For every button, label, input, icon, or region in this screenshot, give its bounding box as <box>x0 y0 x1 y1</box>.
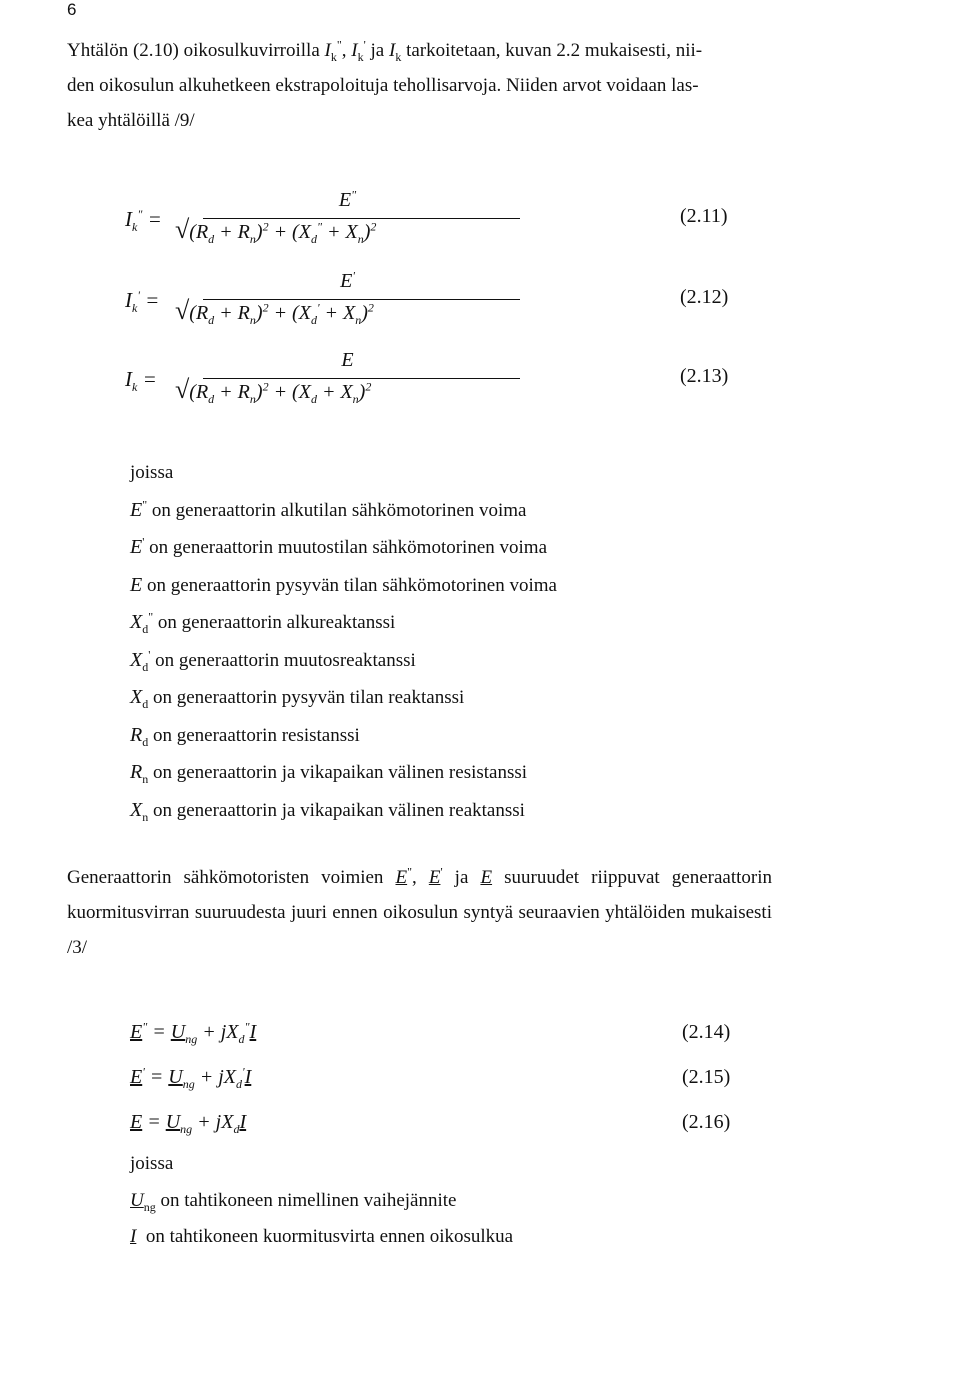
intro-line-1: Yhtälön (2.10) oikosulkuvirroilla $I_k^"$, $I_k'$ ja $I_k$ tarkoitetaan, kuvan 2.2 mukaisesti, nii- <box>67 37 703 64</box>
definition-item: I on tahtikoneen kuormitusvirta ennen oikosulkua <box>130 1226 514 1247</box>
equation-expression: $E = U_{ng} + jX_dI$ <box>130 1111 247 1136</box>
equation-numerator: E <box>341 349 354 371</box>
equation-lhs: $I_k$ = <box>125 367 157 395</box>
equation-number: (2.16) <box>682 1111 731 1133</box>
definition-item: E" on generaattorin alkutilan sähkömotorinen voima <box>130 497 527 521</box>
emf-paragraph: Generaattorin sähkömotoristen voimien E", E' ja E suuruudet riippuvat generaattorin kuormitusvirran suuruudesta juuri ennen oikosulun syntyä seuraavien yhtälöiden mukaisesti /3/ <box>67 864 772 958</box>
equation-2-14 <box>130 1014 750 1059</box>
equation-number: (2.13) <box>680 365 729 387</box>
intro-line-3: kea yhtälöillä /9/ <box>67 110 195 131</box>
definition-item: $X_n$ on generaattorin ja vikapaikan välinen reaktanssi <box>130 798 525 824</box>
equation-denominator: $√(R_d + R_n)^2 + (X_d^" + X_n)^2$ <box>175 215 377 246</box>
equation-2-16 <box>130 1104 750 1149</box>
intro-paragraph <box>67 33 772 138</box>
equation-2-11 <box>125 185 745 255</box>
equation-number: (2.12) <box>680 286 729 308</box>
intro-line-2: den oikosulun alkuhetkeen ekstrapoloituja tehollisarvoja. Niiden arvot voidaan las- <box>67 75 699 96</box>
equation-fraction <box>175 345 520 406</box>
emf-equations <box>130 1014 750 1149</box>
equation-number: (2.15) <box>682 1066 731 1088</box>
equation-denominator: $√(R_d + R_n)^2 + (X_d + X_n)^2$ <box>175 375 372 406</box>
definition-item: $X_d$ on generaattorin pysyvän tilan reaktanssi <box>130 686 465 711</box>
equation-number: (2.11) <box>680 205 728 227</box>
definition-list <box>130 455 557 829</box>
definition-item: $R_d$ on generaattorin resistanssi <box>130 723 360 749</box>
definition-item: $X_d^"$ on generaattorin alkureaktanssi <box>130 609 396 636</box>
equation-numerator: E' <box>340 268 355 292</box>
definition-item: $R_n$ on generaattorin ja vikapaikan välinen resistanssi <box>130 761 528 786</box>
definition-list-2 <box>130 1146 513 1256</box>
equation-denominator: $√(R_d + R_n)^2 + (X_d' + X_n)^2$ <box>175 296 374 327</box>
equation-2-12 <box>125 266 745 336</box>
definition-item: $U_{ng}$ on tahtikoneen nimellinen vaihejännite <box>130 1189 457 1214</box>
definition-item: E on generaattorin pysyvän tilan sähkömotorinen voima <box>130 573 557 596</box>
definition-item: $X_d'$ on generaattorin muutosreaktanssi <box>130 647 416 674</box>
equation-fraction <box>175 185 520 246</box>
equation-numerator: E" <box>338 187 357 211</box>
definition-item: E' on generaattorin muutostilan sähkömotorinen voima <box>130 534 547 558</box>
equation-expression: $E' = U_{ng} + jX_d'I$ <box>130 1064 252 1091</box>
joissa-label: joissa <box>130 462 174 483</box>
joissa-label: joissa <box>130 1153 174 1174</box>
equation-fraction <box>175 266 520 327</box>
equation-lhs: $I_k'$ = <box>125 288 160 316</box>
page-number: 6 <box>67 0 77 19</box>
equation-lhs: $I_k^"$ = <box>125 207 162 235</box>
equation-2-13 <box>125 345 745 415</box>
equation-number: (2.14) <box>682 1021 731 1043</box>
equation-2-15 <box>130 1059 750 1104</box>
equation-expression: $E^" = U_{ng} + jX_d^"I$ <box>130 1019 257 1046</box>
